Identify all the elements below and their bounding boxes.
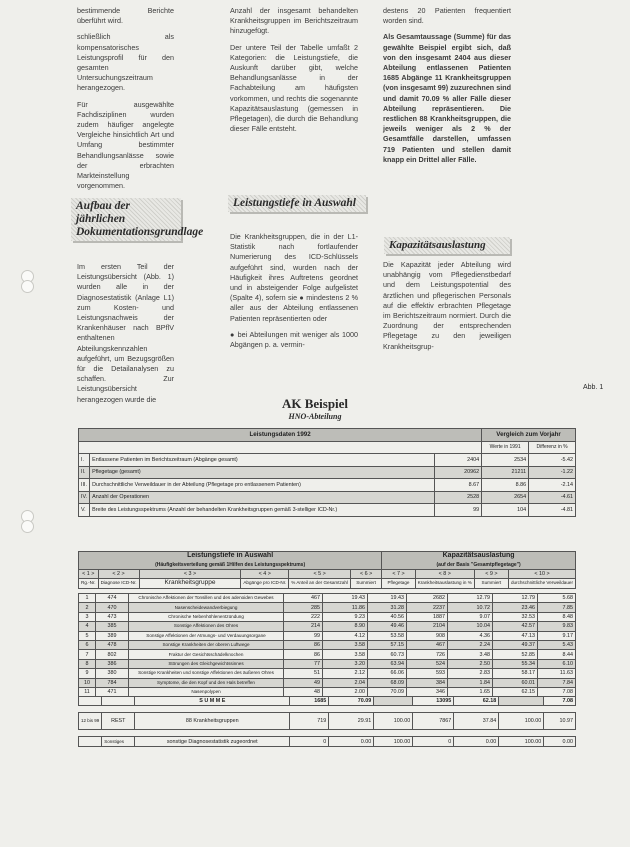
capacity-table-rows bbox=[78, 593, 576, 697]
table-header: Leistungstiefe in Auswahl bbox=[79, 552, 382, 561]
binder-hole bbox=[21, 520, 34, 533]
text-column-right bbox=[383, 6, 511, 171]
table-row-summe: S U M M E 1685 70.09 13095 62.18 7.08 bbox=[79, 697, 576, 706]
performance-table bbox=[78, 428, 576, 517]
table-subheader: (auf der Basis "Gesamtpflegetage") bbox=[382, 560, 576, 569]
table-row: II. Pflegetage (gesamt) 20962 21211 -1.22 bbox=[79, 466, 576, 479]
column-index-row: < 1 > < 2 > < 3 > < 4 > < 5 > < 6 > < 7 > < 8 > < 9 > < 10 > bbox=[79, 569, 576, 578]
figure-subtitle: HNO-Abteilung bbox=[288, 412, 342, 421]
column-header: Differenz in % bbox=[529, 441, 576, 454]
table-row: IV. Anzahl der Operationen 2528 2654 -4.61 bbox=[79, 491, 576, 504]
paragraph: ● bei Abteilungen mit weniger als 1000 Abgängen p. a. vermin- bbox=[230, 329, 358, 350]
binder-hole bbox=[21, 280, 34, 293]
capacity-table-totals bbox=[78, 696, 576, 747]
table-row: 4 385 Sonstige Affektionen des Ohres 214 8.90 49.46 2104 10.04 42.57 9.83 bbox=[79, 622, 576, 631]
table-row: 11 471 Nasenpolypen 48 2.00 70.09 346 1.65 62.15 7.08 bbox=[79, 687, 576, 696]
table-row: I. Entlassene Patienten im Berichtszeitraum (Abgänge gesamt) 2404 2534 -5.42 bbox=[79, 454, 576, 467]
column-header-row: Rg.-Nr. Diagnose ICD-Nr. Krankheitsgruppe Abgänge pro ICD-Nr. % Anteil an der Gesamtzahl Summiert Pflegetage Krankheitsauslastung in % Summiert durchschnittliche Verweildauer bbox=[79, 579, 576, 588]
table-row: 8 386 Störungen des Gleichgewichtssinnes 77 3.20 63.94 524 2.50 55.34 6.10 bbox=[79, 659, 576, 668]
paragraph: destens 20 Patienten frequentiert worden sind. bbox=[383, 6, 511, 26]
table-row: 9 380 Sonstige Krankheiten und sonstige Affektionen des äußeren Ohres 51 2.12 66.06 593 2.83 58.17 11.63 bbox=[79, 669, 576, 678]
table-row: V. Breite des Leistungsspektrums (Anzahl der behandelten Krankheitsgruppen gemäß 3-stelliger ICD-Nr.) 99 104 -4.81 bbox=[79, 504, 576, 517]
table-row: 10 784 Symptome, die den Kopf und den Hals betreffen 49 2.04 68.09 384 1.84 60.01 7.84 bbox=[79, 678, 576, 687]
text-column-middle bbox=[230, 6, 358, 140]
paragraph: Die Krankheitsgruppen, die in der L1-Statistik nach fortlaufender Numerierung des ICD-Schlüssels aufgeführt sind, wurden nach der Häufigkeit ihres Auftretens geordnet und in absteigender Folge aufgelistet (Spalte 4), sofern sie ● mindestens 2 % aller aus der Abteilung entlassenen Patienten repräsentierten oder bbox=[230, 232, 358, 323]
table-header: Kapazitätsauslastung bbox=[382, 552, 576, 561]
section-heading: Kapazitätsauslastung bbox=[384, 237, 510, 254]
table-header: Vergleich zum Vorjahr bbox=[482, 429, 576, 442]
table-row: 5 389 Sonstige Affektionen der Atmungs- und Verdauungsorgane 99 4.12 53.58 908 4.36 47.13 9.17 bbox=[79, 631, 576, 640]
table-row-other: Sonstiges sonstige Diagnosestatistik zugeordnet 0 0.00 100.00 0 0.00 100.00 0.00 bbox=[79, 737, 576, 746]
paragraph: schließlich als kompensatorisches Leistungsprofil für den gesamten Untersuchungszeitraum herangezogen. bbox=[77, 32, 174, 93]
table-row: 1 474 Chronische Affektionen der Tonsillen und des adenoiden Gewebes 467 19.43 19.43 2682 12.79 12.79 5.68 bbox=[79, 594, 576, 603]
capacity-table bbox=[78, 551, 576, 589]
table-row: III. Durchschnittliche Verweildauer in der Abteilung (Pflegetage pro entlassenem Patienten) 8.67 8.86 -2.14 bbox=[79, 479, 576, 492]
table-row: 2 470 Nasenscheidewandverbiegung 285 11.86 31.28 2237 10.72 23.46 7.85 bbox=[79, 603, 576, 612]
section-heading: Leistungstiefe in Auswahl bbox=[228, 195, 366, 212]
text-column-right-lower bbox=[383, 260, 511, 358]
text-column-left bbox=[77, 6, 174, 197]
paragraph: Für ausgewählte Fachdisziplinen wurden zudem häufiger angelegte Vergleiche hinsichtlich Art und Umfang bestimmter Behandlungsanlässe sowie der erbrachten Markteinstellung vorgenommen. bbox=[77, 99, 174, 191]
paragraph: Im ersten Teil der Leistungsübersicht (Abb. 1) wurden alle in der Diagnosestatistik (Anlage L1) zum Kosten- und Leistungsnachweis der Krankenhäuser nach BPflV enthaltenen Abteilungskennzahlen aufgeführt, um Bezugsgrößen für die Detailanalysen zu schaffen. Zur Leistungsübersicht herangezogen wurde die bbox=[77, 262, 174, 404]
text-column-middle-lower bbox=[230, 232, 358, 356]
table-row-rest: 12 bis 99 REST 88 Krankheitsgruppen 719 29.91 100.00 7867 37.84 100.00 10.97 bbox=[79, 713, 576, 730]
table-subheader: (Häufigkeitsverteilung gemäß 1Hilfen des Leistungsspektrums) bbox=[79, 560, 382, 569]
figure-label: Abb. 1 bbox=[583, 384, 604, 391]
section-heading: Aufbau der jährlichen Dokumentationsgrundlage bbox=[71, 198, 181, 241]
paragraph: bestimmende Berichte überführt wird. bbox=[77, 6, 174, 26]
paragraph: Der untere Teil der Tabelle umfaßt 2 Kategorien: die Leistungstiefe, die Auskunft darüber gibt, welche Behandlungsanlässe in der Fachabteilung am häufigsten vorkommen, und rechts die sogenannte Kapazitätsauslastung (gemessen in Pflegetagen), die durch die Behandlung dieser Fälle entsteht. bbox=[230, 42, 358, 134]
text-column-left-lower bbox=[77, 262, 174, 411]
table-row: 7 802 Fraktur der Gesichtsschädelknochen 86 3.58 60.73 726 3.48 52.85 8.44 bbox=[79, 650, 576, 659]
table-row: 3 473 Chronische Nebenhöhlenentzündung 222 9.23 40.56 1887 9.07 32.53 8.48 bbox=[79, 612, 576, 621]
paragraph: Die Kapazität jeder Abteilung wird unabhängig vom Pflegedienstbedarf und dem Leistungspotential des ärztlichen und pflegerischen Personals auf die effektiv erbrachten Pflegetage im Berichtszeitraum normiert. Durch die Zuordnung der entsprechenden Pflegetage zu den jeweiligen Krankheitsgrup- bbox=[383, 260, 511, 351]
table-row: 6 478 Sonstige Krankheiten der oberen Luftwege 86 3.58 57.15 467 2.24 49.37 5.43 bbox=[79, 640, 576, 649]
table-header: Leistungsdaten 1992 bbox=[79, 429, 482, 442]
figure-title: AK Beispiel bbox=[281, 396, 349, 411]
column-header: Werte in 1991 bbox=[482, 441, 529, 454]
paragraph: Als Gesamtaussage (Summe) für das gewählte Beispiel ergibt sich, daß von den insgesamt 2404 aus dieser Abteilung entlassenen Patienten 1685 Abgänge 11 Krankheitsgruppen (von insgesamt 99) zuzurechnen sind und damit 70.09 % aller Fälle dieser Abteilung repräsentieren. Die restlichen 88 Krankheitsgruppen, die jeweils weniger als 2 % der Gesamtfälle darstellen, umfassen 719 Patienten und stellen damit knapp ein Drittel aller Fälle. bbox=[383, 32, 511, 164]
paragraph: Anzahl der insgesamt behandelten Krankheitsgruppen im Berichtszeitraum hinzugefügt. bbox=[230, 6, 358, 36]
